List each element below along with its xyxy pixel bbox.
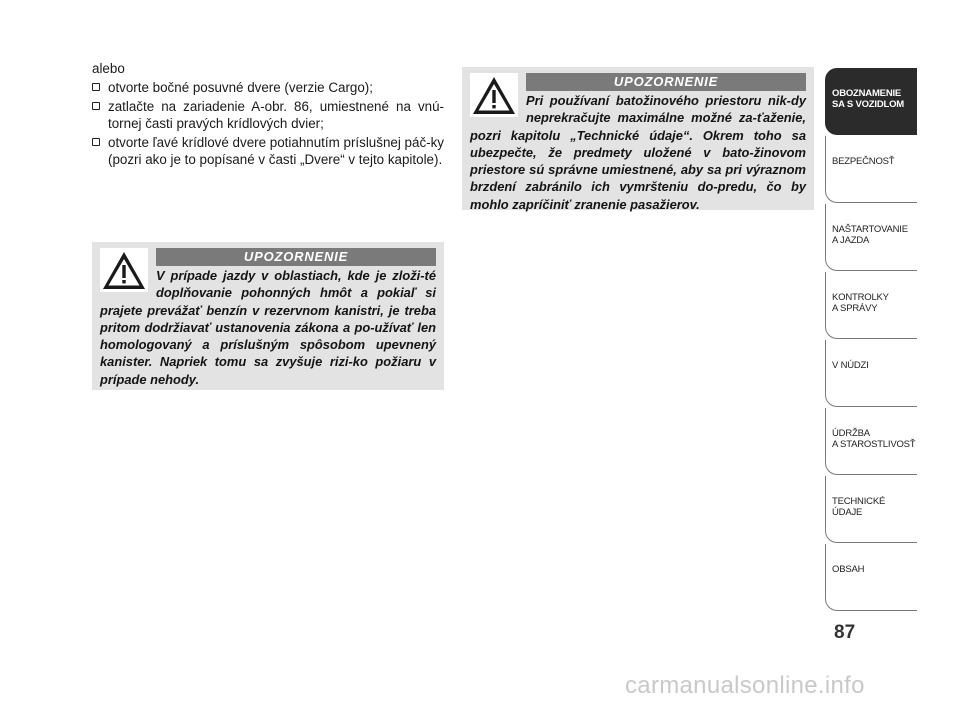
warning-box-fuel <box>92 242 444 390</box>
tab-kontrolky[interactable]: KONTROLKY A SPRÁVY <box>825 272 917 339</box>
tab-bezpecnost[interactable]: BEZPEČNOSŤ <box>825 136 917 203</box>
tab-technicke-udaje[interactable]: TECHNICKÉ ÚDAJE <box>825 476 917 543</box>
tab-obsah[interactable]: OBSAH <box>825 544 917 611</box>
watermark: carmanualsonline.info <box>625 672 865 699</box>
tab-v-nudzi[interactable]: V NÚDZI <box>825 340 917 407</box>
warning-heading: UPOZORNENIE <box>156 248 436 266</box>
checkbox-bullet-icon <box>92 102 100 110</box>
warning-text: V prípade jazdy v oblastiach, kde je zloži-té doplňovanie pohonných hmôt a pokiaľ si prajete prevážať benzín v rezervnom kanistri, je treba pritom dodržiavať ustanovenia zákona a po-užívať len homologovaný a príslušným spôsobom upevnený kanister. Napriek tomu sa zvyšuje rizi-ko požiaru v prípade nehody. <box>100 268 436 387</box>
warning-triangle-icon <box>100 248 148 292</box>
list-item <box>92 134 444 168</box>
warning-heading: UPOZORNENIE <box>526 73 806 91</box>
list-item-text: otvorte ľavé krídlové dvere potiahnutím príslušnej páč-ky (pozri ako je to popísané v časti „Dvere“ v tejto kapitole). <box>108 135 444 167</box>
list-item-text: zatlačte na zariadenie A-obr. 86, umiestnené na vnú-tornej časti pravých krídlových dvier; <box>108 99 444 131</box>
warning-box-luggage <box>462 67 814 210</box>
tab-oboznamenie[interactable]: OBOZNAMENIE SA S VOZIDLOM <box>825 68 917 135</box>
body-text <box>92 60 444 170</box>
chapter-sidebar <box>825 68 917 612</box>
checkbox-bullet-icon <box>92 83 100 91</box>
list-item <box>92 79 444 96</box>
list-item <box>92 98 444 132</box>
warning-text: Pri používaní batožinového priestoru nik-dy neprekračujte maximálne možné za-ťaženie, pozri kapitolu „Technické údaje“. Okrem toho sa ubezpečte, že predmety uložené v bato-žinovom priestore sú správne umiestnené, aby sa pri výraznom brzdení zabránilo ich vymršteniu do-predu, čo by mohlo zapríčiniť zranenie pasažierov. <box>470 93 806 212</box>
warning-triangle-icon <box>470 73 518 117</box>
tab-udrzba[interactable]: ÚDRŽBA A STAROSTLIVOSŤ <box>825 408 917 475</box>
checkbox-bullet-icon <box>92 138 100 146</box>
page-number: 87 <box>834 622 856 643</box>
tab-nastartovanie[interactable]: NAŠTARTOVANIE A JAZDA <box>825 204 917 271</box>
intro-text: alebo <box>92 61 125 76</box>
list-item-text: otvorte bočné posuvné dvere (verzie Cargo); <box>108 80 373 95</box>
